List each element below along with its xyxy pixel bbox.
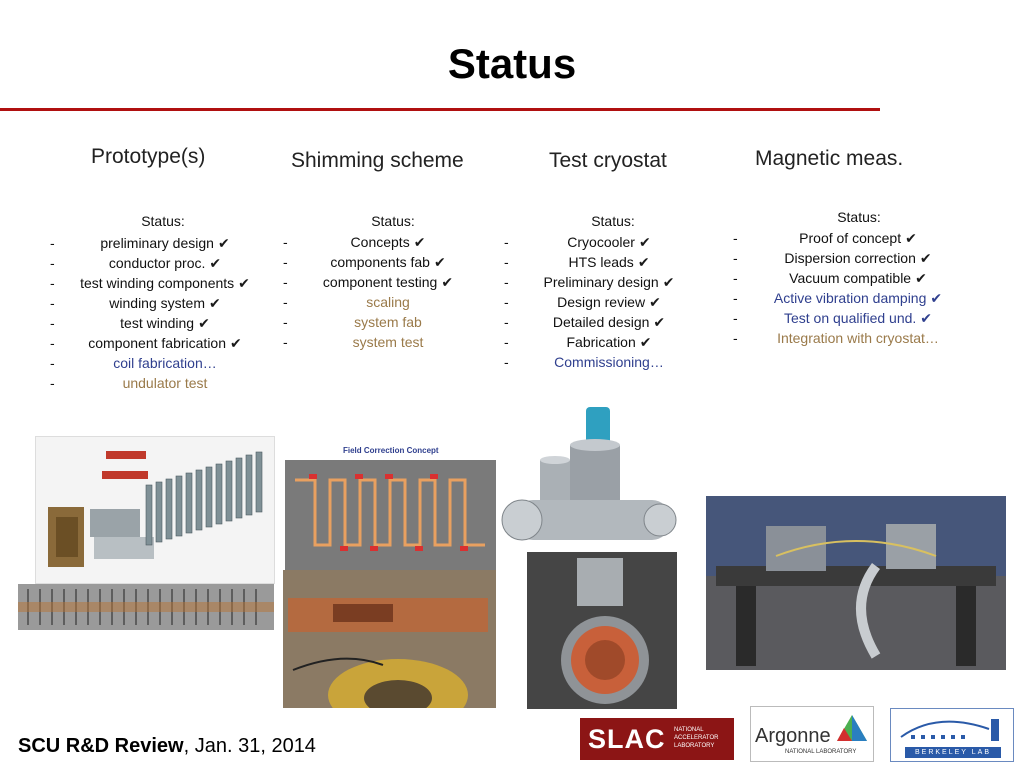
- status-item-label: system test: [352, 334, 424, 350]
- slac-logo-sub: [674, 726, 718, 750]
- status-item-label: undulator test: [122, 375, 208, 391]
- status-item: [50, 293, 280, 313]
- check-icon: ✔: [198, 315, 210, 331]
- status-item: [504, 232, 714, 252]
- status-item: [504, 252, 714, 272]
- berkeley-logo-text: BERKELEY LAB: [905, 747, 1001, 758]
- cryostat-render-image: [500, 405, 680, 555]
- footer-review-date: [18, 735, 316, 758]
- status-item: [504, 352, 714, 372]
- bullet-dash: -: [50, 275, 55, 291]
- column-heading-shimming: Shimming scheme: [291, 149, 464, 172]
- status-item-label: preliminary design: [100, 235, 214, 251]
- status-item-label: HTS leads: [568, 254, 634, 270]
- status-item: [283, 332, 493, 352]
- bullet-dash: -: [504, 294, 509, 310]
- status-item-label: coil fabrication…: [113, 355, 217, 371]
- status-label-prototypes: Status:: [141, 213, 185, 229]
- status-item: [504, 312, 714, 332]
- bullet-dash: -: [733, 310, 738, 326]
- check-icon: ✔: [649, 294, 661, 310]
- status-item: [50, 253, 280, 273]
- status-list-cryostat: [504, 232, 714, 372]
- column-heading-prototypes: Prototype(s): [91, 145, 206, 168]
- status-item: [733, 248, 983, 268]
- status-item-label: Design review: [557, 294, 646, 310]
- check-icon: ✔: [639, 334, 652, 350]
- check-icon: ✔: [919, 250, 932, 266]
- status-item-label: Vacuum compatible: [789, 270, 912, 286]
- status-label-shimming: Status:: [371, 213, 415, 229]
- slide-title: Status: [447, 40, 577, 87]
- status-item-label: component testing: [322, 274, 438, 290]
- status-item: [504, 332, 714, 352]
- bullet-dash: -: [504, 334, 509, 350]
- status-item: [50, 373, 280, 393]
- bullet-dash: -: [733, 250, 738, 266]
- bullet-dash: -: [50, 315, 55, 331]
- magnetic-measurement-photo-image: [706, 496, 1006, 670]
- slac-logo: [580, 718, 734, 760]
- field-correction-label: Field Correction Concept: [343, 446, 439, 455]
- status-item-label: Commissioning…: [554, 354, 664, 370]
- slac-logo-main: SLAC: [588, 724, 666, 754]
- status-list-prototypes: [50, 233, 280, 393]
- bullet-dash: -: [283, 314, 288, 330]
- bullet-dash: -: [50, 375, 55, 391]
- check-icon: ✔: [920, 310, 933, 326]
- bullet-dash: -: [50, 335, 55, 351]
- check-icon: ✔: [662, 274, 675, 290]
- check-icon: ✔: [653, 314, 666, 330]
- status-item: [283, 252, 493, 272]
- field-correction-concept-image: [285, 440, 496, 570]
- bullet-dash: -: [504, 274, 509, 290]
- status-item-label: test winding components: [80, 275, 235, 291]
- status-item: [733, 328, 983, 348]
- coil-photo-image: [18, 584, 274, 630]
- status-item-label: Fabrication: [566, 334, 636, 350]
- status-item: [733, 288, 983, 308]
- bullet-dash: -: [733, 290, 738, 306]
- status-item-label: Preliminary design: [543, 274, 659, 290]
- bullet-dash: -: [283, 294, 288, 310]
- check-icon: ✔: [441, 274, 454, 290]
- check-icon: ✔: [638, 234, 651, 250]
- status-item-label: Active vibration damping: [773, 290, 927, 306]
- check-icon: ✔: [238, 275, 250, 291]
- footer-review: SCU R&D Review: [18, 735, 184, 757]
- bullet-dash: -: [733, 330, 738, 346]
- status-item-label: test winding: [120, 315, 195, 331]
- bullet-dash: -: [504, 234, 509, 250]
- status-list-magnetic: [733, 228, 983, 348]
- status-item-label: component fabrication: [88, 335, 227, 351]
- check-icon: ✔: [230, 335, 242, 351]
- status-item: [283, 292, 493, 312]
- status-item: [504, 292, 714, 312]
- bullet-dash: -: [50, 235, 55, 251]
- status-item-label: Proof of concept: [799, 230, 902, 246]
- coil-exploded-image: [35, 436, 275, 584]
- check-icon: ✔: [433, 254, 446, 270]
- status-item: [50, 333, 280, 353]
- bullet-dash: -: [283, 254, 288, 270]
- bullet-dash: -: [283, 334, 288, 350]
- bullet-dash: -: [283, 274, 288, 290]
- berkeley-arc-icon: [897, 715, 1009, 743]
- status-item-label: Test on qualified und.: [783, 310, 917, 326]
- check-icon: ✔: [413, 234, 426, 250]
- check-icon: ✔: [930, 290, 943, 306]
- status-item-label: scaling: [366, 294, 410, 310]
- status-item-label: Integration with cryostat…: [777, 330, 939, 346]
- check-icon: ✔: [915, 270, 927, 286]
- column-heading-cryostat: Test cryostat: [549, 149, 667, 172]
- check-icon: ✔: [905, 230, 917, 246]
- status-item-label: components fab: [330, 254, 430, 270]
- berkeley-lab-logo: [890, 708, 1014, 762]
- argonne-logo: [750, 706, 874, 762]
- status-item-label: conductor proc.: [108, 255, 206, 271]
- check-icon: ✔: [209, 255, 222, 271]
- status-item: [504, 272, 714, 292]
- status-item-label: system fab: [354, 314, 422, 330]
- status-item: [733, 228, 983, 248]
- check-icon: ✔: [217, 235, 230, 251]
- status-label-magnetic: Status:: [837, 209, 881, 225]
- status-item: [283, 312, 493, 332]
- cryostat-photo-image: [527, 552, 677, 709]
- bullet-dash: -: [50, 255, 55, 271]
- status-item: [733, 308, 983, 328]
- argonne-logo-sub: NATIONAL LABORATORY: [785, 749, 857, 755]
- bullet-dash: -: [733, 230, 738, 246]
- status-item: [50, 233, 280, 253]
- bullet-dash: -: [733, 270, 738, 286]
- bullet-dash: -: [50, 295, 55, 311]
- status-item-label: Cryocooler: [567, 234, 635, 250]
- status-label-cryostat: Status:: [591, 213, 635, 229]
- slac-logo-sub2: ACCELERATOR: [674, 735, 719, 741]
- argonne-logo-main: Argonne: [755, 725, 831, 747]
- status-item-label: Detailed design: [552, 314, 650, 330]
- bullet-dash: -: [504, 354, 509, 370]
- bullet-dash: -: [504, 314, 509, 330]
- status-item: [50, 353, 280, 373]
- status-item: [50, 313, 280, 333]
- bullet-dash: -: [504, 254, 509, 270]
- check-icon: ✔: [208, 295, 221, 311]
- slac-logo-sub3: LABORATORY: [674, 743, 715, 749]
- slac-logo-sub1: NATIONAL: [674, 727, 704, 733]
- status-item: [283, 232, 493, 252]
- status-item: [283, 272, 493, 292]
- argonne-triangle-icon: [835, 713, 869, 743]
- bullet-dash: -: [50, 355, 55, 371]
- check-icon: ✔: [637, 254, 650, 270]
- title-rule: [0, 108, 880, 111]
- status-item-label: Dispersion correction: [784, 250, 916, 266]
- bullet-dash: -: [283, 234, 288, 250]
- footer-date: , Jan. 31, 2014: [183, 735, 316, 757]
- shim-photo-image: [283, 570, 496, 708]
- status-item-label: Concepts: [350, 234, 410, 250]
- status-item: [733, 268, 983, 288]
- column-heading-magnetic: Magnetic meas.: [755, 147, 904, 170]
- status-item-label: winding system: [109, 295, 205, 311]
- status-list-shimming: [283, 232, 493, 352]
- status-item: [50, 273, 280, 293]
